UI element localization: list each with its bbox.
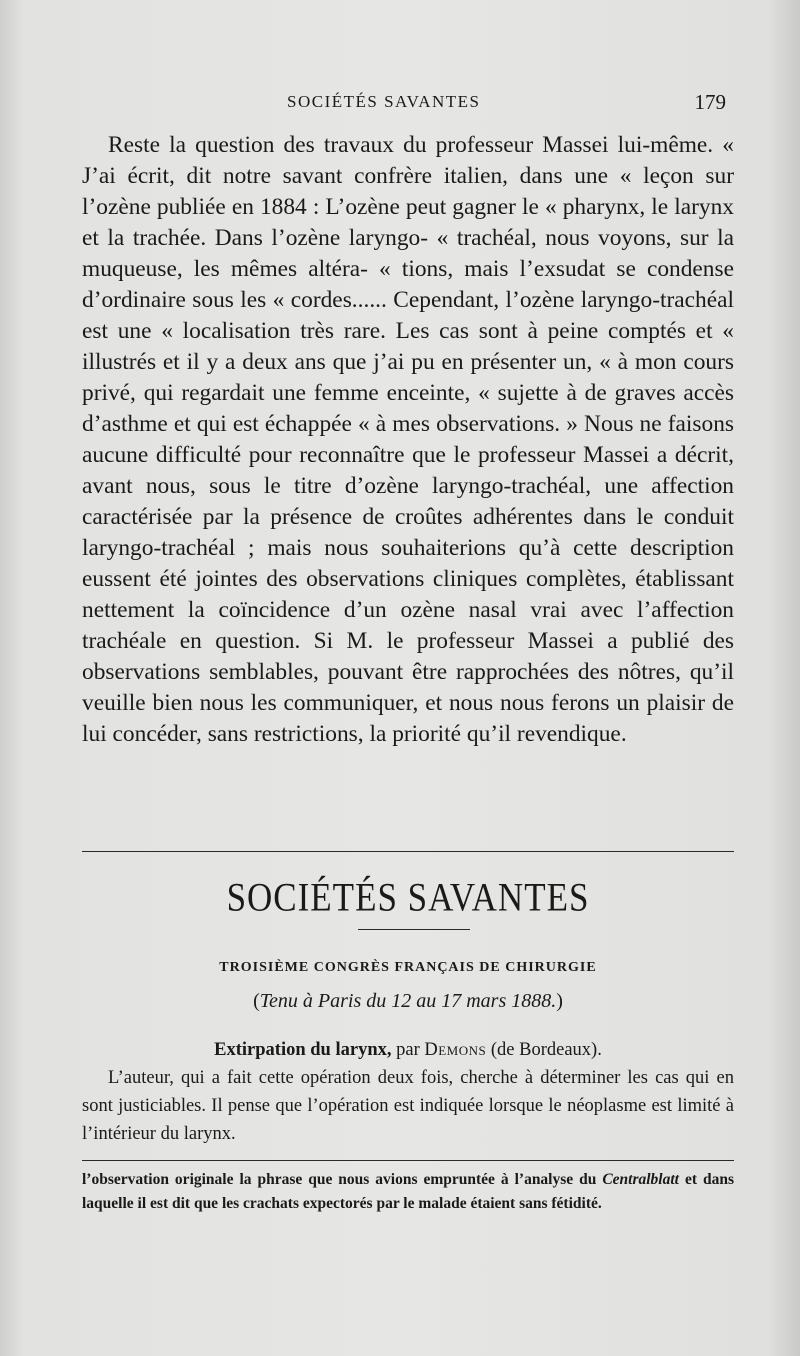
footnote-journal: Centralblatt [602,1171,679,1188]
footnote-text-after: et dans laquelle il est dit que les crachats expectorés par le malade étaient sans fétidité. [82,1171,734,1212]
dates-text: Tenu à Paris du 12 au 17 mars 1888. [259,990,557,1012]
footnote-text-before: l’observation originale la phrase que nous avions empruntée à l’analyse du [82,1171,597,1188]
footnote [82,1168,734,1216]
article [82,1036,734,1148]
dates-open-paren: ( [253,990,260,1012]
footnote-divider [82,1160,734,1161]
article-title: Extirpation du larynx, [214,1040,392,1060]
running-title: SOCIÉTÉS SAVANTES [287,92,481,111]
congress-dates [82,990,734,1013]
article-author: Demons [424,1040,487,1060]
main-text [82,130,734,750]
congress-heading: TROISIÈME CONGRÈS FRANÇAIS DE CHIRURGIE [219,960,597,975]
article-by: par [396,1040,420,1060]
section-title: SOCIÉTÉS SAVANTES [226,875,590,920]
section-divider [82,851,734,852]
paragraph-massei: Reste la question des travaux du professeur Massei lui-même. « J’ai écrit, dit notre savant confrère italien, dans une « leçon sur l’ozène publiée en 1884 : L’ozène peut gagner le « pharynx, le larynx et la trachée. Dans l’ozène laryngo- « trachéal, nous voyons, sur la muqueuse, les mêmes altéra- « tions, mais l’exsudat se condense d’ordinaire sous les « cordes...... Cependant, l’ozène laryngo-trachéal est une « localisation très rare. Les cas sont à peine comptés et « illustrés et il y a deux ans que j’ai pu en présenter un, « à mon cours privé, qui regardait une femme enceinte, « sujette à de graves accès d’asthme et qui est échappée « à mes observations. » Nous ne faisons aucune difficulté pour reconnaître que le professeur Massei a décrit, avant nous, sous le titre d’ozène laryngo-trachéal, une affection caractérisée par la présence de croûtes adhérentes dans le conduit laryngo-trachéal ; mais nous souhaiterions qu’à cette description eussent été jointes des observations cliniques complètes, établissant nettement la coïncidence d’un ozène nasal vrai avec l’affection trachéale en question. Si M. le professeur Massei a publié des observations semblables, pouvant être rapprochées des nôtres, qu’il veuille bien nous les communiquer, et nous nous ferons un plaisir de lui concéder, sans restrictions, la priorité qu’il revendique. [82,132,734,747]
dates-close-paren: ) [556,990,563,1012]
article-affiliation: (de Bordeaux). [490,1040,602,1060]
page-number: 179 [694,90,726,114]
article-heading [82,1036,734,1064]
title-underline [358,929,470,930]
article-text: L’auteur, qui a fait cette opération deux fois, cherche à déterminer les cas qui en sont justiciables. Il pense que l’opération est indiquée lorsque le néoplasme est limité à l’intérieur du larynx. [82,1068,734,1144]
